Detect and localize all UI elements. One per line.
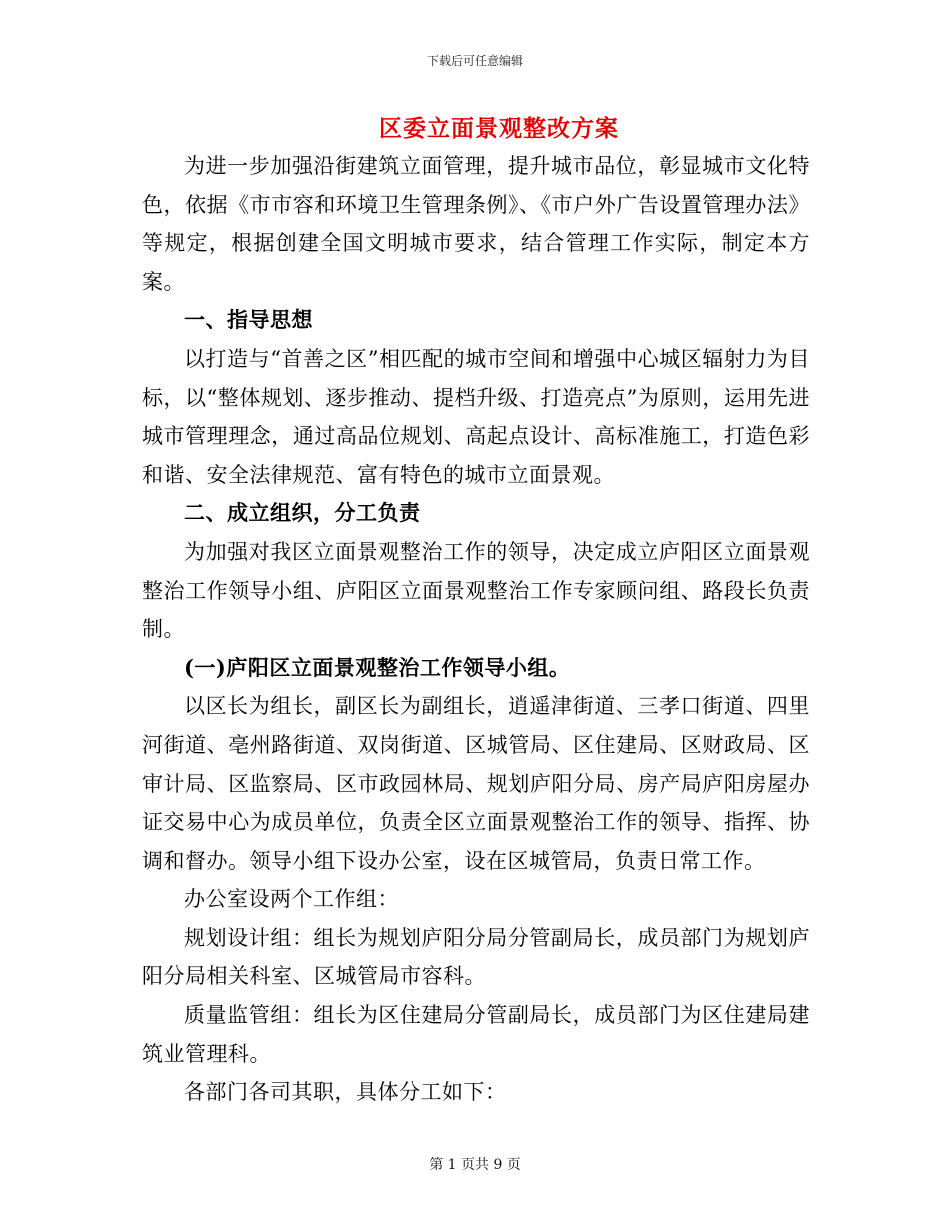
section-heading-guiding-ideology: 一、指导思想 bbox=[184, 307, 313, 333]
division-of-labor-paragraph: 各部门各司其职，具体分工如下： bbox=[184, 1080, 507, 1105]
page-footer: 第 1 页共 9 页 bbox=[429, 1157, 521, 1173]
document-body bbox=[142, 147, 810, 1112]
document-title: 区委立面景观整改方案 bbox=[379, 115, 619, 142]
subsection-heading-leading-group: (一)庐阳区立面景观整治工作领导小组。 bbox=[184, 654, 571, 680]
office-groups-paragraph: 办公室设两个工作组： bbox=[184, 887, 399, 912]
quality-supervision-group-paragraph: 质量监管组：组长为区住建局分管副局长，成员部门为区住建局建筑业管理科。 bbox=[142, 1003, 810, 1066]
intro-paragraph: 为进一步加强沿街建筑立面管理，提升城市品位，彰显城市文化特色，依据《市市容和环境卫生管理条例》、《市户外广告设置管理办法》等规定，根据创建全国文明城市要求，结合管理工作实际，制定本方案。 bbox=[142, 154, 810, 294]
section-heading-organization: 二、成立组织，分工负责 bbox=[184, 500, 421, 526]
organization-paragraph: 为加强对我区立面景观整治工作的领导，决定成立庐阳区立面景观整治工作领导小组、庐阳区立面景观整治工作专家顾问组、路段长负责制。 bbox=[142, 539, 810, 642]
leading-group-paragraph: 以区长为组长，副区长为副组长，逍遥津街道、三孝口街道、四里河街道、亳州路街道、双岗街道、区城管局、区住建局、区财政局、区审计局、区监察局、区市政园林局、规划庐阳分局、房产局庐阳房屋办证交易中心为成员单位，负责全区立面景观整治工作的领导、指挥、协调和督办。领导小组下设办公室，设在区城管局，负责日常工作。 bbox=[142, 694, 810, 873]
page-header: 下载后可任意编辑 bbox=[426, 54, 523, 68]
guiding-ideology-paragraph: 以打造与“首善之区”相匹配的城市空间和增强中心城区辐射力为目标，以“整体规划、逐步推动、提档升级、打造亮点”为原则，运用先进城市管理理念，通过高品位规划、高起点设计、高标准施工，打造色彩和谐、安全法律规范、富有特色的城市立面景观。 bbox=[142, 346, 810, 487]
planning-design-group-paragraph: 规划设计组：组长为规划庐阳分局分管副局长，成员部门为规划庐阳分局相关科室、区城管局市容科。 bbox=[142, 925, 810, 989]
